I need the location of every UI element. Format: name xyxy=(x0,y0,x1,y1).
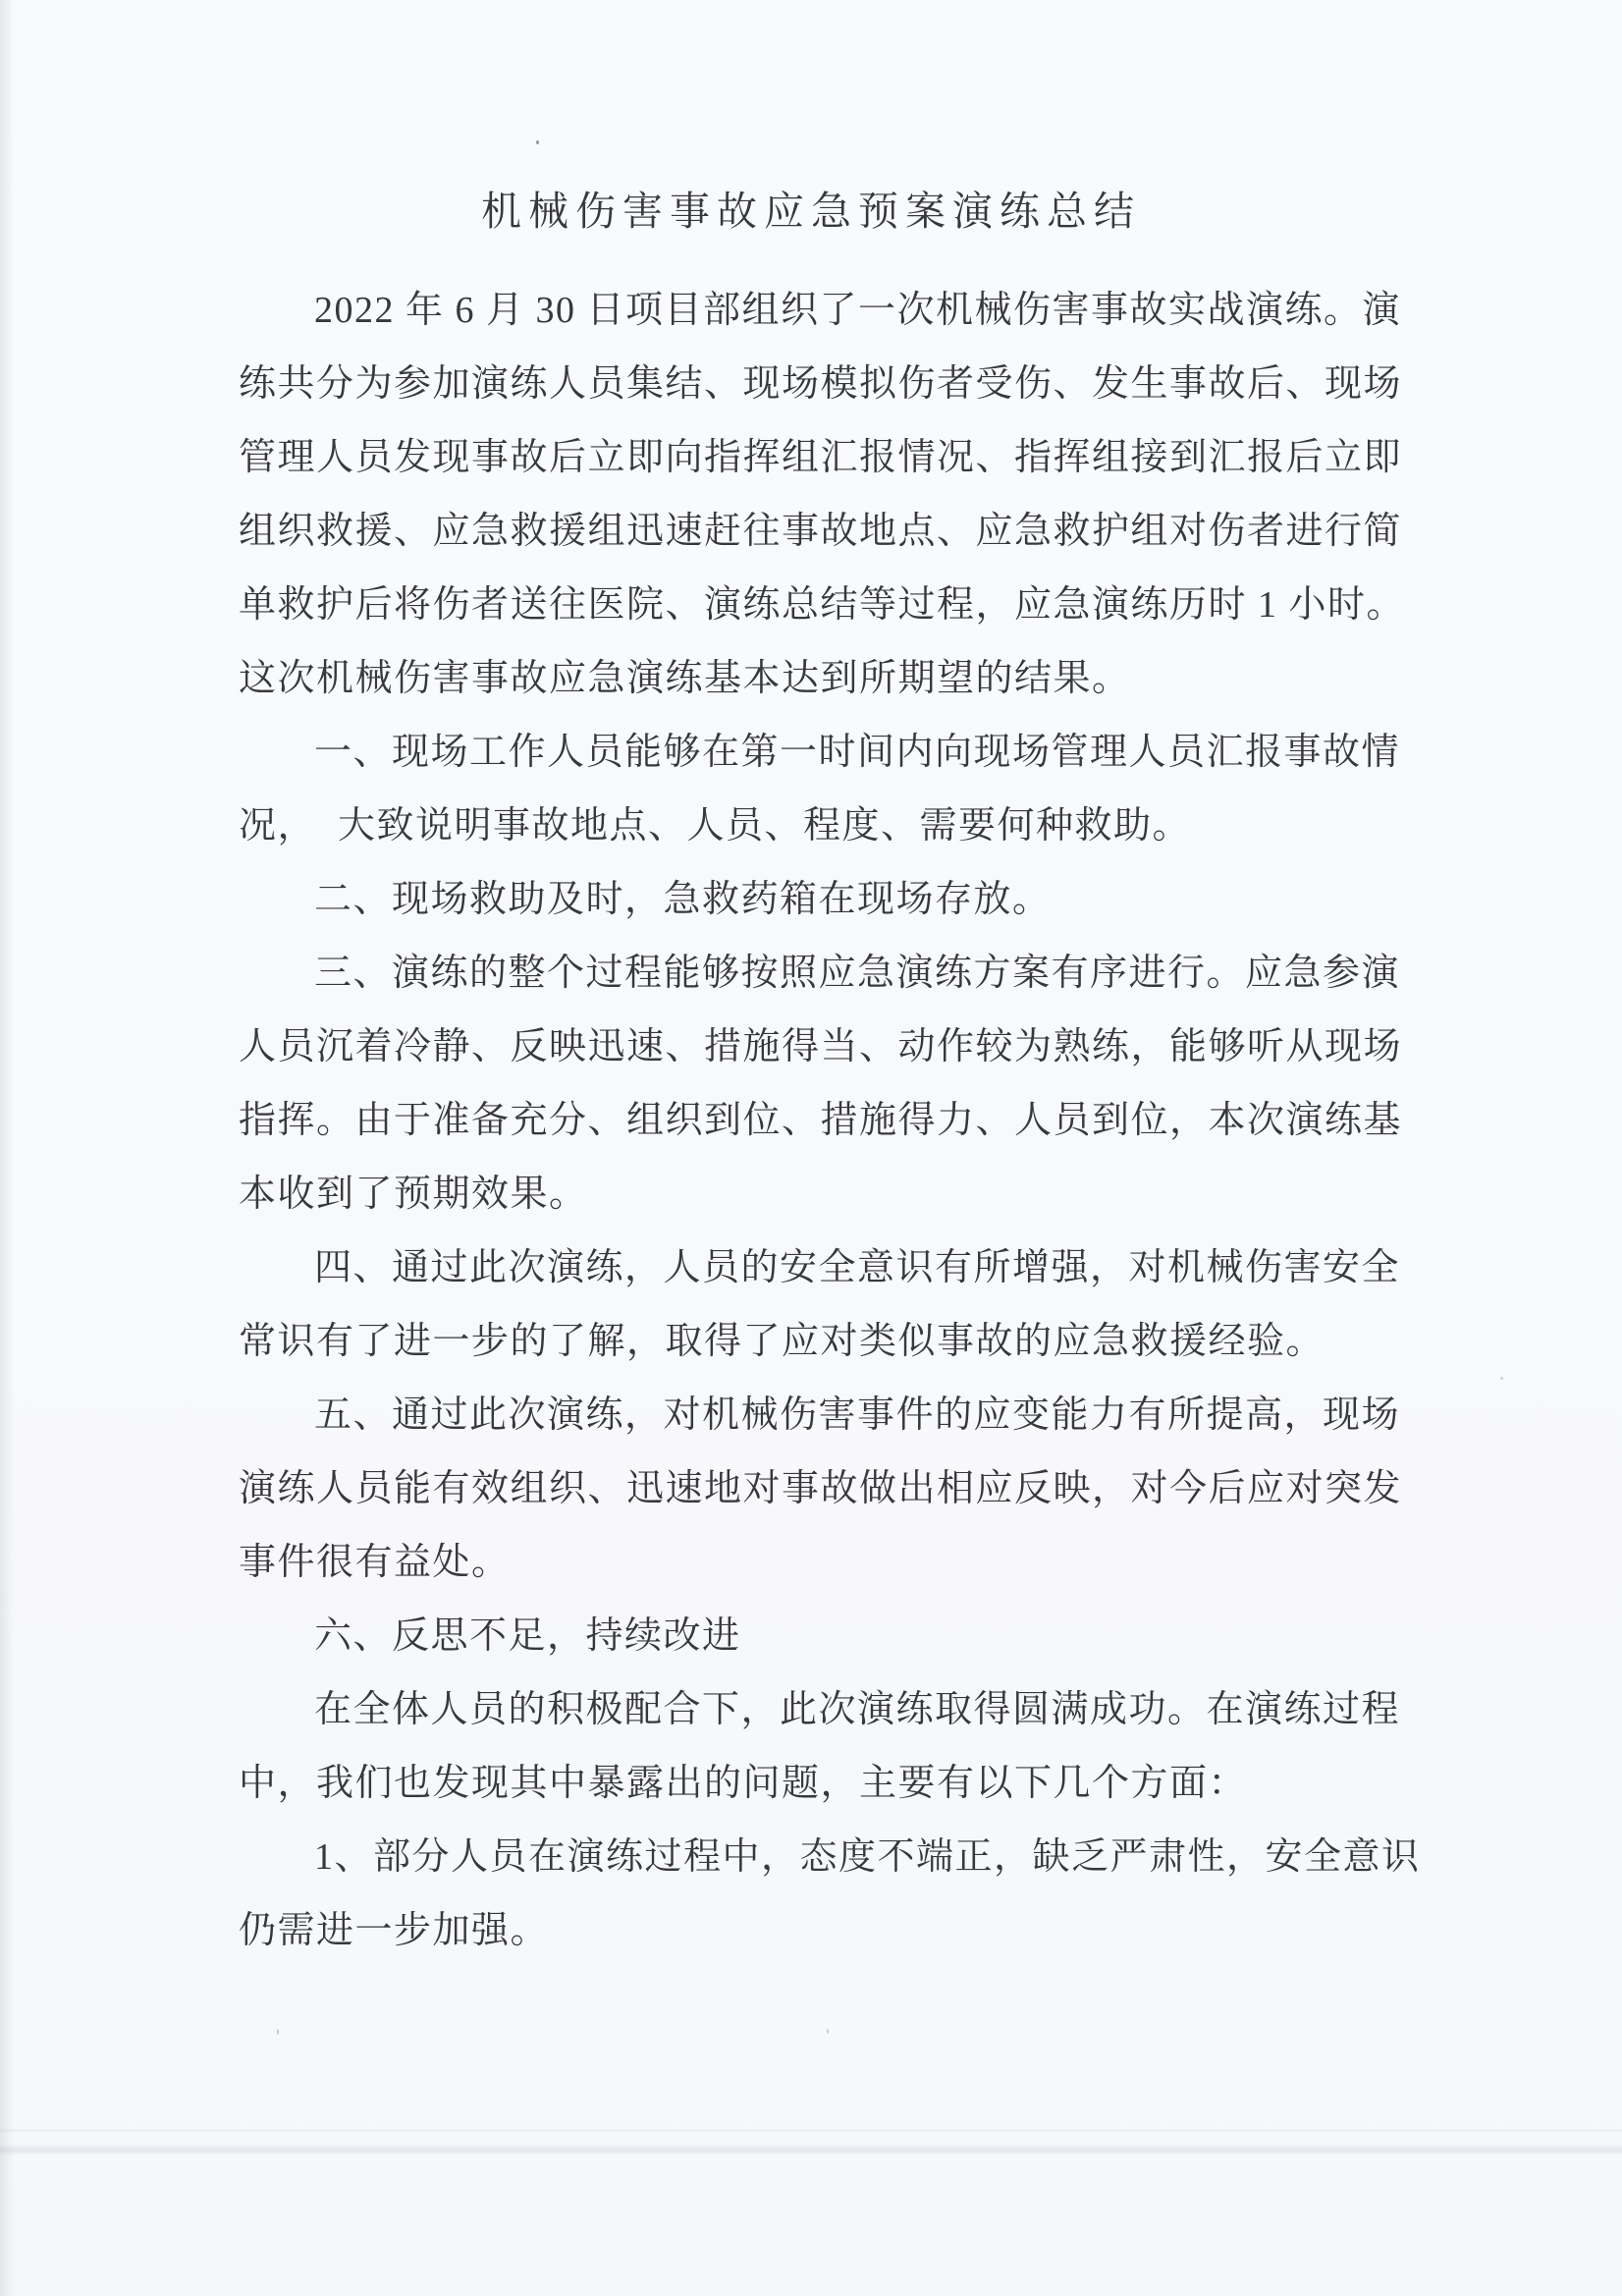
text-line: 在全体人员的积极配合下，此次演练取得圆满成功。在演练过程 xyxy=(314,1689,1401,1730)
page-title: 机械伤害事故应急预案演练总结 xyxy=(481,189,1141,234)
text-line: 中，我们也发现其中暴露出的问题，主要有以下几个方面： xyxy=(239,1763,1248,1804)
scan-speck xyxy=(1500,1377,1503,1380)
body-text xyxy=(239,274,1421,1968)
text-line: 管理人员发现事故后立即向指挥组汇报情况、指挥组接到汇报后立即 xyxy=(239,437,1403,478)
text-line: 一、现场工作人员能够在第一时间内向现场管理人员汇报事故情 xyxy=(314,732,1401,773)
scan-speck xyxy=(277,2029,279,2035)
text-line: 五、通过此次演练，对机械伤害事件的应变能力有所提高，现场 xyxy=(314,1394,1401,1436)
text-line: 1、部分人员在演练过程中，态度不端正，缺乏严肃性，安全意识 xyxy=(314,1836,1421,1878)
text-line: 仍需进一步加强。 xyxy=(239,1910,550,1951)
text-line: 单救护后将伤者送往医院、演练总结等过程，应急演练历时 1 小时。 xyxy=(239,584,1406,626)
text-line: 2022 年 6 月 30 日项目部组织了一次机械伤害事故实战演练。演 xyxy=(314,290,1402,331)
text-line: 演练人员能有效组织、迅速地对事故做出相应反映，对今后应对突发 xyxy=(239,1468,1403,1509)
text-line: 三、演练的整个过程能够按照应急演练方案有序进行。应急参演 xyxy=(314,953,1401,994)
text-line: 本收到了预期效果。 xyxy=(239,1174,588,1215)
text-line: 六、反思不足，持续改进 xyxy=(314,1615,741,1657)
text-line: 这次机械伤害事故应急演练基本达到所期望的结果。 xyxy=(239,658,1131,699)
text-line: 练共分为参加演练人员集结、现场模拟伤者受伤、发生事故后、现场 xyxy=(239,363,1403,405)
scan-speck xyxy=(536,140,539,144)
text-line: 四、通过此次演练，人员的安全意识有所增强，对机械伤害安全 xyxy=(314,1247,1401,1288)
text-line: 组织救援、应急救援组迅速赶往事故地点、应急救护组对伤者进行简 xyxy=(239,511,1403,552)
scan-artifact-band xyxy=(0,2129,1622,2132)
text-line: 况， 大致说明事故地点、人员、程度、需要何种救助。 xyxy=(239,805,1192,847)
text-line: 指挥。由于准备充分、组织到位、措施得力、人员到位，本次演练基 xyxy=(239,1100,1403,1141)
text-line: 事件很有益处。 xyxy=(239,1542,511,1583)
scan-artifact-band xyxy=(0,2144,1622,2156)
text-line: 人员沉着冷静、反映迅速、措施得当、动作较为熟练，能够听从现场 xyxy=(239,1026,1403,1067)
scan-speck xyxy=(827,2029,829,2034)
text-line: 二、现场救助及时，急救药箱在现场存放。 xyxy=(314,879,1052,920)
text-line: 常识有了进一步的了解，取得了应对类似事故的应急救援经验。 xyxy=(239,1321,1325,1362)
scan-edge-shade xyxy=(0,0,14,2296)
